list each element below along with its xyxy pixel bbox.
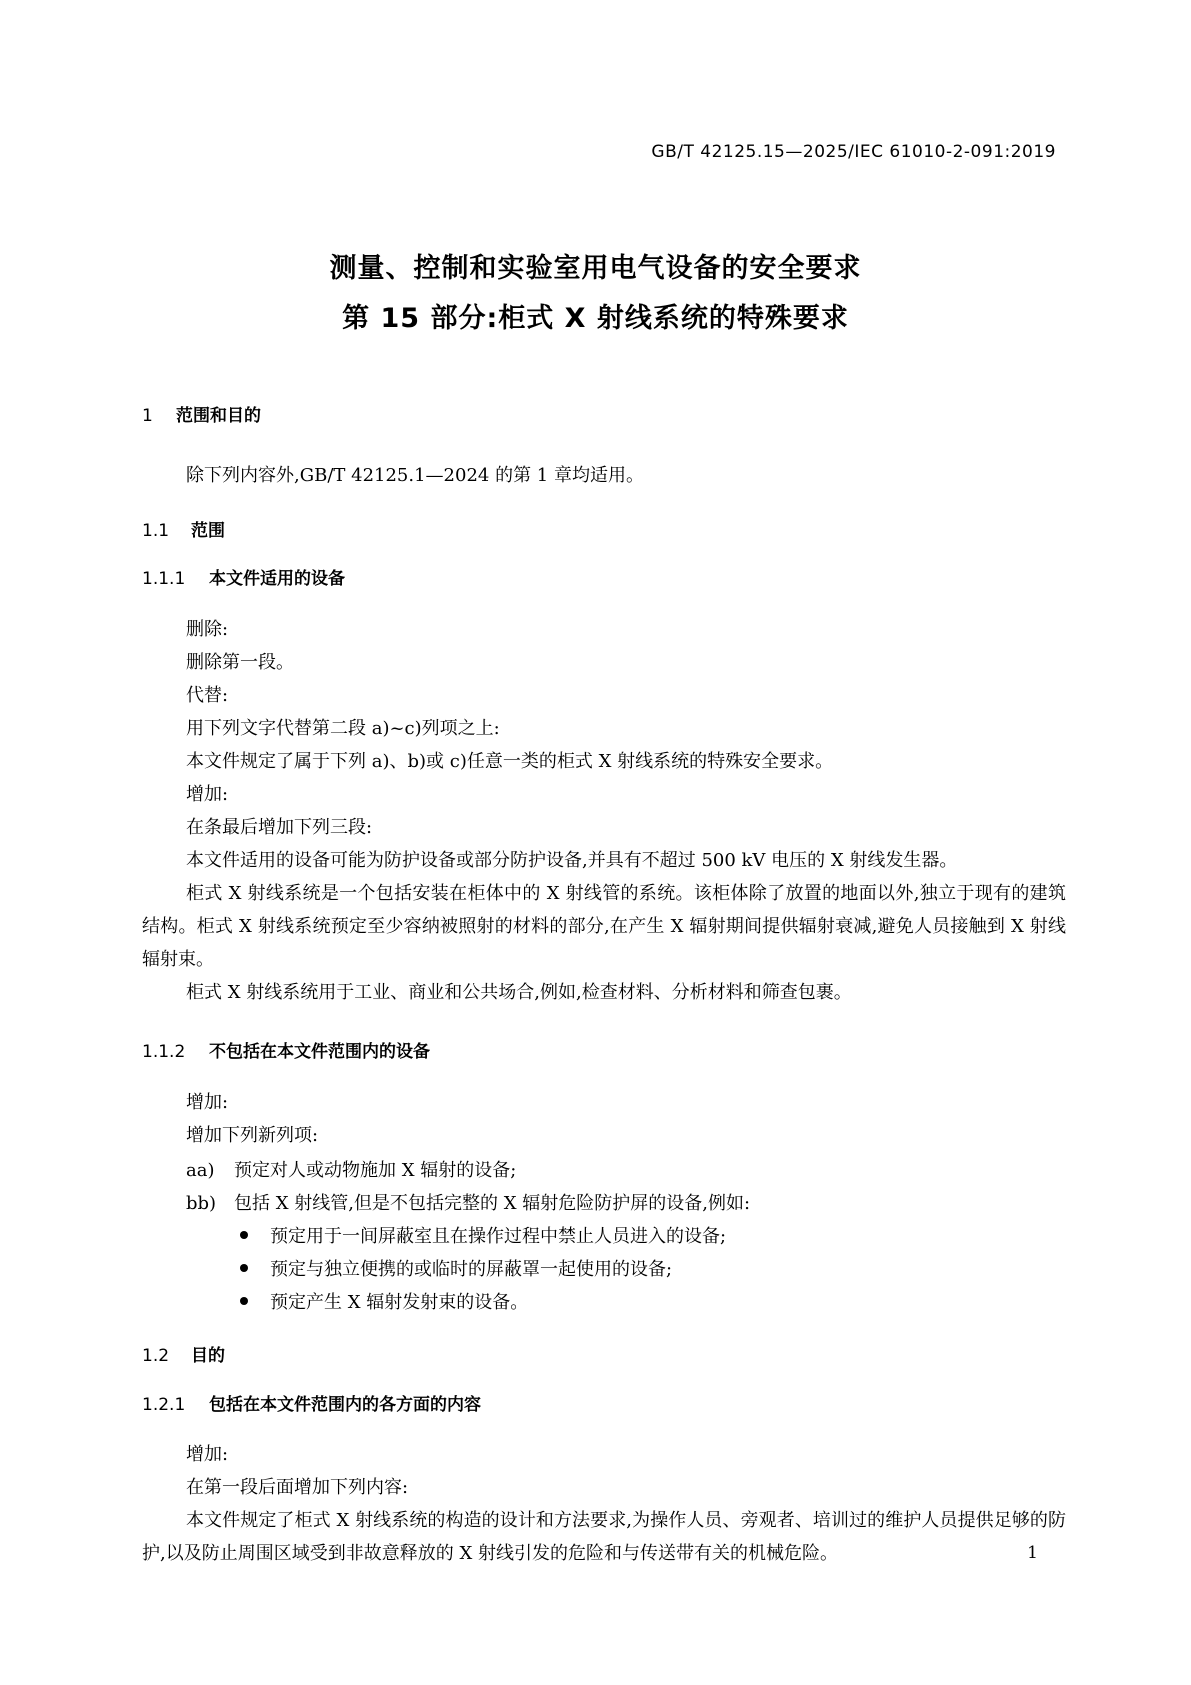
- bullet-item: [240, 1222, 726, 1248]
- bullet-text: 预定用于一间屏蔽室且在操作过程中禁止人员进入的设备;: [270, 1226, 727, 1247]
- section-title: 包括在本文件范围内的各方面的内容: [209, 1395, 481, 1415]
- section-title: 范围: [191, 521, 225, 541]
- standard-code: GB/T 42125.15—2025/IEC 61010-2-091:2019: [651, 142, 1056, 162]
- body-paragraph: 本文件规定了柜式 X 射线系统的构造的设计和方法要求,为操作人员、旁观者、培训过的维护人员提供足够的防护,以及防止周围区域受到非故意释放的 X 射线引发的危险和与传送带有关的机械危险。: [142, 1510, 1066, 1564]
- bullet-dot-icon: [240, 1297, 248, 1305]
- body-line: 本文件适用的设备可能为防护设备或部分防护设备,并具有不超过 500 kV 电压的 X 射线发生器。: [186, 850, 958, 871]
- section-title: 不包括在本文件范围内的设备: [209, 1042, 430, 1062]
- body-line: 删除第一段。: [186, 652, 294, 673]
- section-1-2-1-heading: [142, 1390, 481, 1415]
- body-line: 在第一段后面增加下列内容:: [186, 1477, 409, 1498]
- body-line: 增加:: [186, 1444, 229, 1465]
- body-line: 本文件规定了属于下列 a)、b)或 c)任意一类的柜式 X 射线系统的特殊安全要求。: [186, 751, 834, 772]
- section-title: 范围和目的: [176, 406, 261, 426]
- list-item: [186, 1156, 516, 1182]
- body-line: 增加:: [186, 1092, 229, 1113]
- section-number: 1: [142, 406, 153, 426]
- section-1-text: 除下列内容外,GB/T 42125.1—2024 的第 1 章均适用。: [186, 465, 644, 486]
- bullet-item: [240, 1255, 672, 1281]
- bullet-text: 预定与独立便携的或临时的屏蔽罩一起使用的设备;: [270, 1259, 673, 1280]
- bullet-text: 预定产生 X 辐射发射束的设备。: [270, 1292, 529, 1313]
- list-marker: bb): [186, 1193, 217, 1214]
- body-line: 增加下列新列项:: [186, 1125, 319, 1146]
- list-text: 包括 X 射线管,但是不包括完整的 X 辐射危险防护屏的设备,例如:: [234, 1193, 751, 1214]
- section-number: 1.1.2: [142, 1042, 186, 1062]
- document-title-line1: 测量、控制和实验室用电气设备的安全要求: [329, 253, 862, 284]
- body-line: 在条最后增加下列三段:: [186, 817, 373, 838]
- section-1-1-1-heading: [142, 564, 345, 589]
- bullet-dot-icon: [240, 1264, 248, 1272]
- section-number: 1.1.1: [142, 569, 186, 589]
- section-title: 本文件适用的设备: [209, 569, 345, 589]
- section-1-1-heading: [142, 516, 225, 541]
- body-line: 删除:: [186, 619, 229, 640]
- list-marker: aa): [186, 1160, 215, 1181]
- document-title-line2: 第 15 部分:柜式 X 射线系统的特殊要求: [342, 303, 849, 334]
- body-line: 代替:: [186, 685, 229, 706]
- section-number: 1.1: [142, 521, 170, 541]
- body-paragraph: 柜式 X 射线系统用于工业、商业和公共场合,例如,检查材料、分析材料和筛查包裹。: [186, 982, 852, 1003]
- body-line: 用下列文字代替第二段 a)~c)列项之上:: [186, 718, 500, 739]
- section-title: 目的: [191, 1346, 225, 1366]
- bullet-dot-icon: [240, 1231, 248, 1239]
- page-number: 1: [1027, 1543, 1038, 1563]
- bullet-item: [240, 1288, 528, 1314]
- section-number: 1.2.1: [142, 1395, 186, 1415]
- section-1-heading: [142, 401, 261, 426]
- list-item: [186, 1189, 750, 1215]
- body-line: 增加:: [186, 784, 229, 805]
- list-text: 预定对人或动物施加 X 辐射的设备;: [234, 1160, 517, 1181]
- section-number: 1.2: [142, 1346, 170, 1366]
- section-1-2-heading: [142, 1341, 225, 1366]
- body-paragraph: 柜式 X 射线系统是一个包括安装在柜体中的 X 射线管的系统。该柜体除了放置的地面以外,独立于现有的建筑结构。柜式 X 射线系统预定至少容纳被照射的材料的部分,在产生 X 辐射期间提供辐射衰减,避免人员接触到 X 射线辐射束。: [142, 883, 1066, 970]
- section-1-1-2-heading: [142, 1037, 430, 1062]
